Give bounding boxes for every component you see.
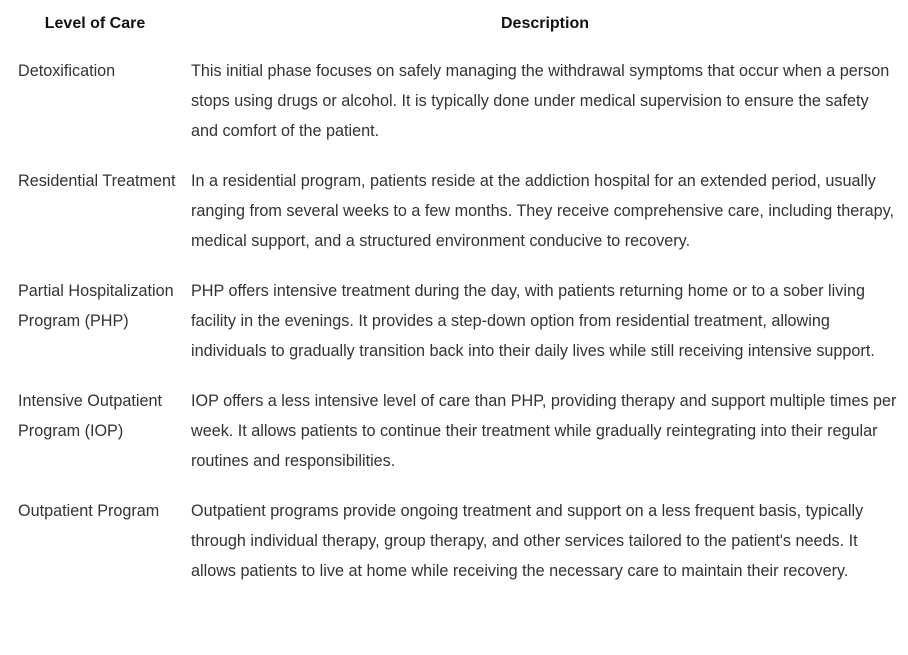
description-cell: This initial phase focuses on safely managing the withdrawal symptoms that occur when a person stops using drugs or alcohol. It is typically done under medical supervision to ensure the safety and comfort of the patient. [191, 62, 890, 140]
level-cell: Intensive Outpatient Program (IOP) [18, 392, 162, 440]
level-cell: Residential Treatment [18, 172, 176, 190]
table-row [3, 486, 903, 596]
table-row [3, 46, 903, 156]
description-cell: PHP offers intensive treatment during the day, with patients returning home or to a sober living facility in the evenings. It provides a step-down option from residential treatment, allowing individuals to gradually transition back into their daily lives while still receiving intensive support. [191, 282, 875, 360]
level-cell: Detoxification [18, 62, 116, 80]
header-row [3, 0, 903, 46]
description-cell: In a residential program, patients reside at the addiction hospital for an extended period, usually ranging from several weeks to a few months. They receive comprehensive care, including therapy, medical support, and a structured environment conducive to recovery. [191, 172, 895, 250]
level-cell: Partial Hospitalization Program (PHP) [18, 282, 174, 330]
levels-of-care-table [3, 0, 903, 596]
description-cell: IOP offers a less intensive level of care than PHP, providing therapy and support multiple times per week. It allows patients to continue their treatment while gradually reintegrating into their regular routines and responsibilities. [191, 392, 897, 470]
table-row [3, 266, 903, 376]
table-row [3, 376, 903, 486]
header-level-of-care: Level of Care [44, 15, 146, 32]
level-cell: Outpatient Program [18, 502, 160, 520]
description-cell: Outpatient programs provide ongoing treatment and support on a less frequent basis, typically through individual therapy, group therapy, and other services tailored to the patient's needs. It allows patients to live at home while receiving the necessary care to maintain their recovery. [191, 502, 864, 580]
table-body [3, 46, 903, 596]
table-header [3, 0, 903, 46]
table-row [3, 156, 903, 266]
header-description: Description [500, 15, 589, 32]
